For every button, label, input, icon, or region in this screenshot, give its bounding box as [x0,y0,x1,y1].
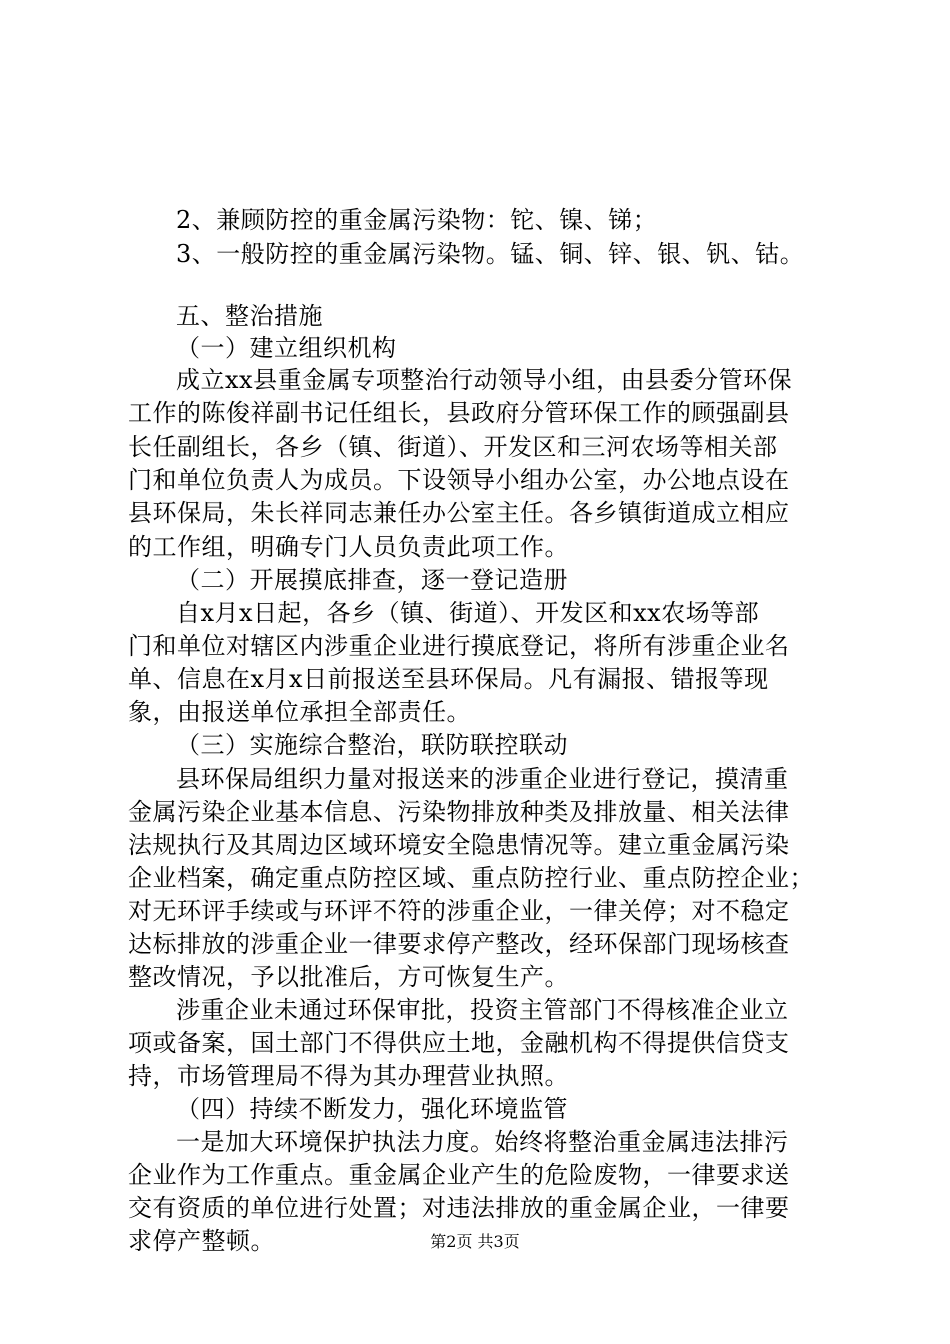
text-line: 门和单位负责人为成员。下设领导小组办公室，办公地点设在 [128,466,790,494]
text-line: 2、兼顾防控的重金属污染物：铊、镍、锑； [176,206,658,234]
text-line: 成立xx县重金属专项整治行动领导小组，由县委分管环保 [176,366,793,394]
page-number: 第2页 共3页 [430,1232,520,1251]
text-line: 涉重企业未通过环保审批，投资主管部门不得核准企业立 [176,996,789,1024]
text-line: 整改情况，予以批准后，方可恢复生产。 [128,963,569,991]
text-line: 的工作组，明确专门人员负责此项工作。 [128,533,569,561]
text-line: 单、信息在x月x日前报送至县环保局。凡有漏报、错报等现 [128,665,769,693]
text-line: 门和单位对辖区内涉重企业进行摸底登记，将所有涉重企业名 [128,632,790,660]
text-line: 求停产整顿。 [128,1227,275,1255]
subsection-heading: （二）开展摸底排查，逐一登记造册 [176,566,568,594]
text-line: 县环保局，朱长祥同志兼任办公室主任。各乡镇街道成立相应 [128,499,790,527]
text-line: 达标排放的涉重企业一律要求停产整改，经环保部门现场核查 [128,930,790,958]
subsection-heading: （四）持续不断发力，强化环境监管 [176,1095,568,1123]
text-line: 项或备案，国土部门不得供应土地，金融机构不得提供信贷支 [128,1029,790,1057]
text-line: 对无环评手续或与环评不符的涉重企业，一律关停；对不稳定 [128,897,790,925]
text-line: 企业档案，确定重点防控区域、重点防控行业、重点防控企业； [128,864,814,892]
text-line: 法规执行及其周边区域环境安全隐患情况等。建立重金属污染 [128,831,790,859]
text-line: 3、一般防控的重金属污染物。锰、铜、锌、银、钒、钴。 [176,240,805,268]
text-line: 自x月x日起，各乡（镇、街道）、开发区和xx农场等部 [176,599,760,627]
text-line: 金属污染企业基本信息、污染物排放种类及排放量、相关法律 [128,798,790,826]
text-line: 持，市场管理局不得为其办理营业执照。 [128,1062,569,1090]
text-line: 一是加大环境保护执法力度。始终将整治重金属违法排污 [176,1128,789,1156]
text-line: 企业作为工作重点。重金属企业产生的危险废物，一律要求送 [128,1161,790,1189]
text-line: 长任副组长，各乡（镇、街道）、开发区和三河农场等相关部 [128,433,778,461]
subsection-heading: （一）建立组织机构 [176,334,397,362]
subsection-heading: （三）实施综合整治，联防联控联动 [176,731,568,759]
text-line: 工作的陈俊祥副书记任组长，县政府分管环保工作的顾强副县 [128,399,790,427]
text-line: 象，由报送单位承担全部责任。 [128,698,471,726]
text-line: 交有资质的单位进行处置；对违法排放的重金属企业，一律要 [128,1194,790,1222]
text-line: 县环保局组织力量对报送来的涉重企业进行登记，摸清重 [176,765,789,793]
section-heading: 五、整治措施 [176,302,323,330]
